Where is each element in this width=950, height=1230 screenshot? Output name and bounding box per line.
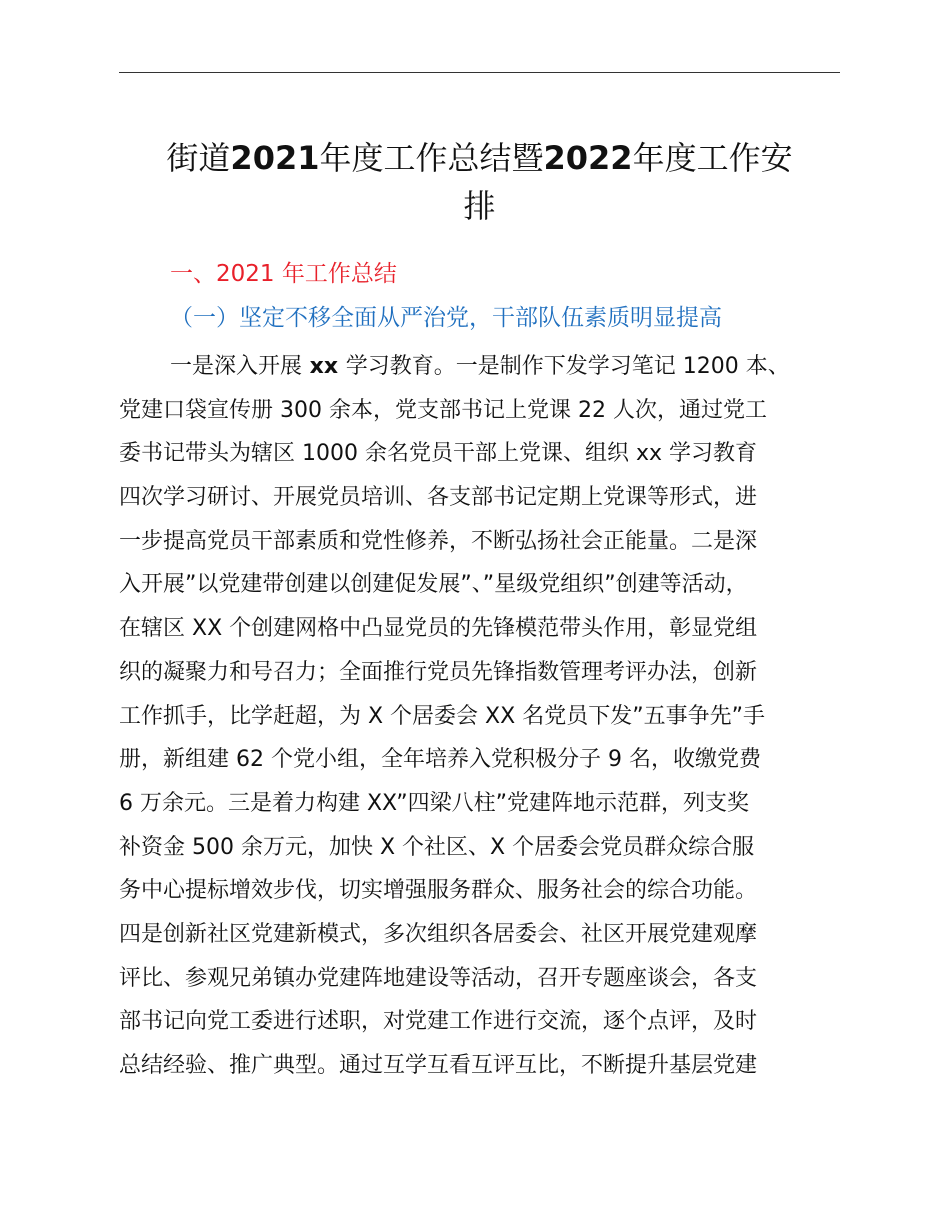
paragraph-line: 四是创新社区党建新模式，多次组织各居委会、社区开展党建观摩 [119, 921, 758, 947]
paragraph-line: 入开展”以党建带创建以创建促发展”、”星级党组织”创建等活动， [119, 572, 748, 598]
paragraph-line: 四次学习研讨、开展党员培训、各支部书记定期上党课等形式，进 [119, 485, 758, 511]
paragraph-line: 委书记带头为辖区 1000 余名党员干部上党课、组织 xx 学习教育 [119, 441, 758, 467]
paragraph-line-first: 一是深入开展 xx 学习教育。一是制作下发学习笔记 1200 本、 [170, 354, 790, 379]
subsection-heading: （一）坚定不移全面从严治党，干部队伍素质明显提高 [170, 305, 722, 331]
title-line-2: 排 [463, 187, 496, 225]
paragraph-line: 评比、参观兄弟镇办党建阵地建设等活动，召开专题座谈会，各支 [119, 965, 758, 991]
header-rule [119, 72, 840, 73]
document-title [119, 134, 840, 230]
paragraph-line: 织的凝聚力和号召力；全面推行党员先锋指数管理考评办法，创新 [119, 659, 758, 685]
body-paragraph [119, 345, 844, 1088]
paragraph-line: 册，新组建 62 个党小组，全年培养入党积极分子 9 名，收缴党费 [119, 747, 761, 773]
paragraph-line: 补资金 500 余万元，加快 X 个社区、X 个居委会党员群众综合服 [119, 834, 755, 860]
paragraph-line: 6 万余元。三是着力构建 XX”四梁八柱”党建阵地示范群，列支奖 [119, 790, 750, 816]
paragraph-line: 一步提高党员干部素质和党性修养，不断弘扬社会正能量。二是深 [119, 528, 758, 554]
paragraph-line: 在辖区 XX 个创建网格中凸显党员的先锋模范带头作用，彰显党组 [119, 616, 758, 642]
section-heading: 一、2021 年工作总结 [170, 261, 397, 287]
paragraph-line: 党建口袋宣传册 300 余本，党支部书记上党课 22 人次，通过党工 [119, 397, 767, 423]
paragraph-line: 部书记向党工委进行述职，对党建工作进行交流，逐个点评，及时 [119, 1009, 758, 1035]
title-line-1: 街道2021年度工作总结暨2022年度工作安 [166, 139, 793, 177]
paragraph-line: 务中心提标增效步伐，切实增强服务群众、服务社会的综合功能。 [119, 878, 758, 904]
paragraph-line: 总结经验、推广典型。通过互学互看互评互比，不断提升基层党建 [119, 1053, 758, 1078]
paragraph-line: 工作抓手，比学赶超，为 X 个居委会 XX 名党员下发”五事争先”手 [119, 703, 765, 729]
